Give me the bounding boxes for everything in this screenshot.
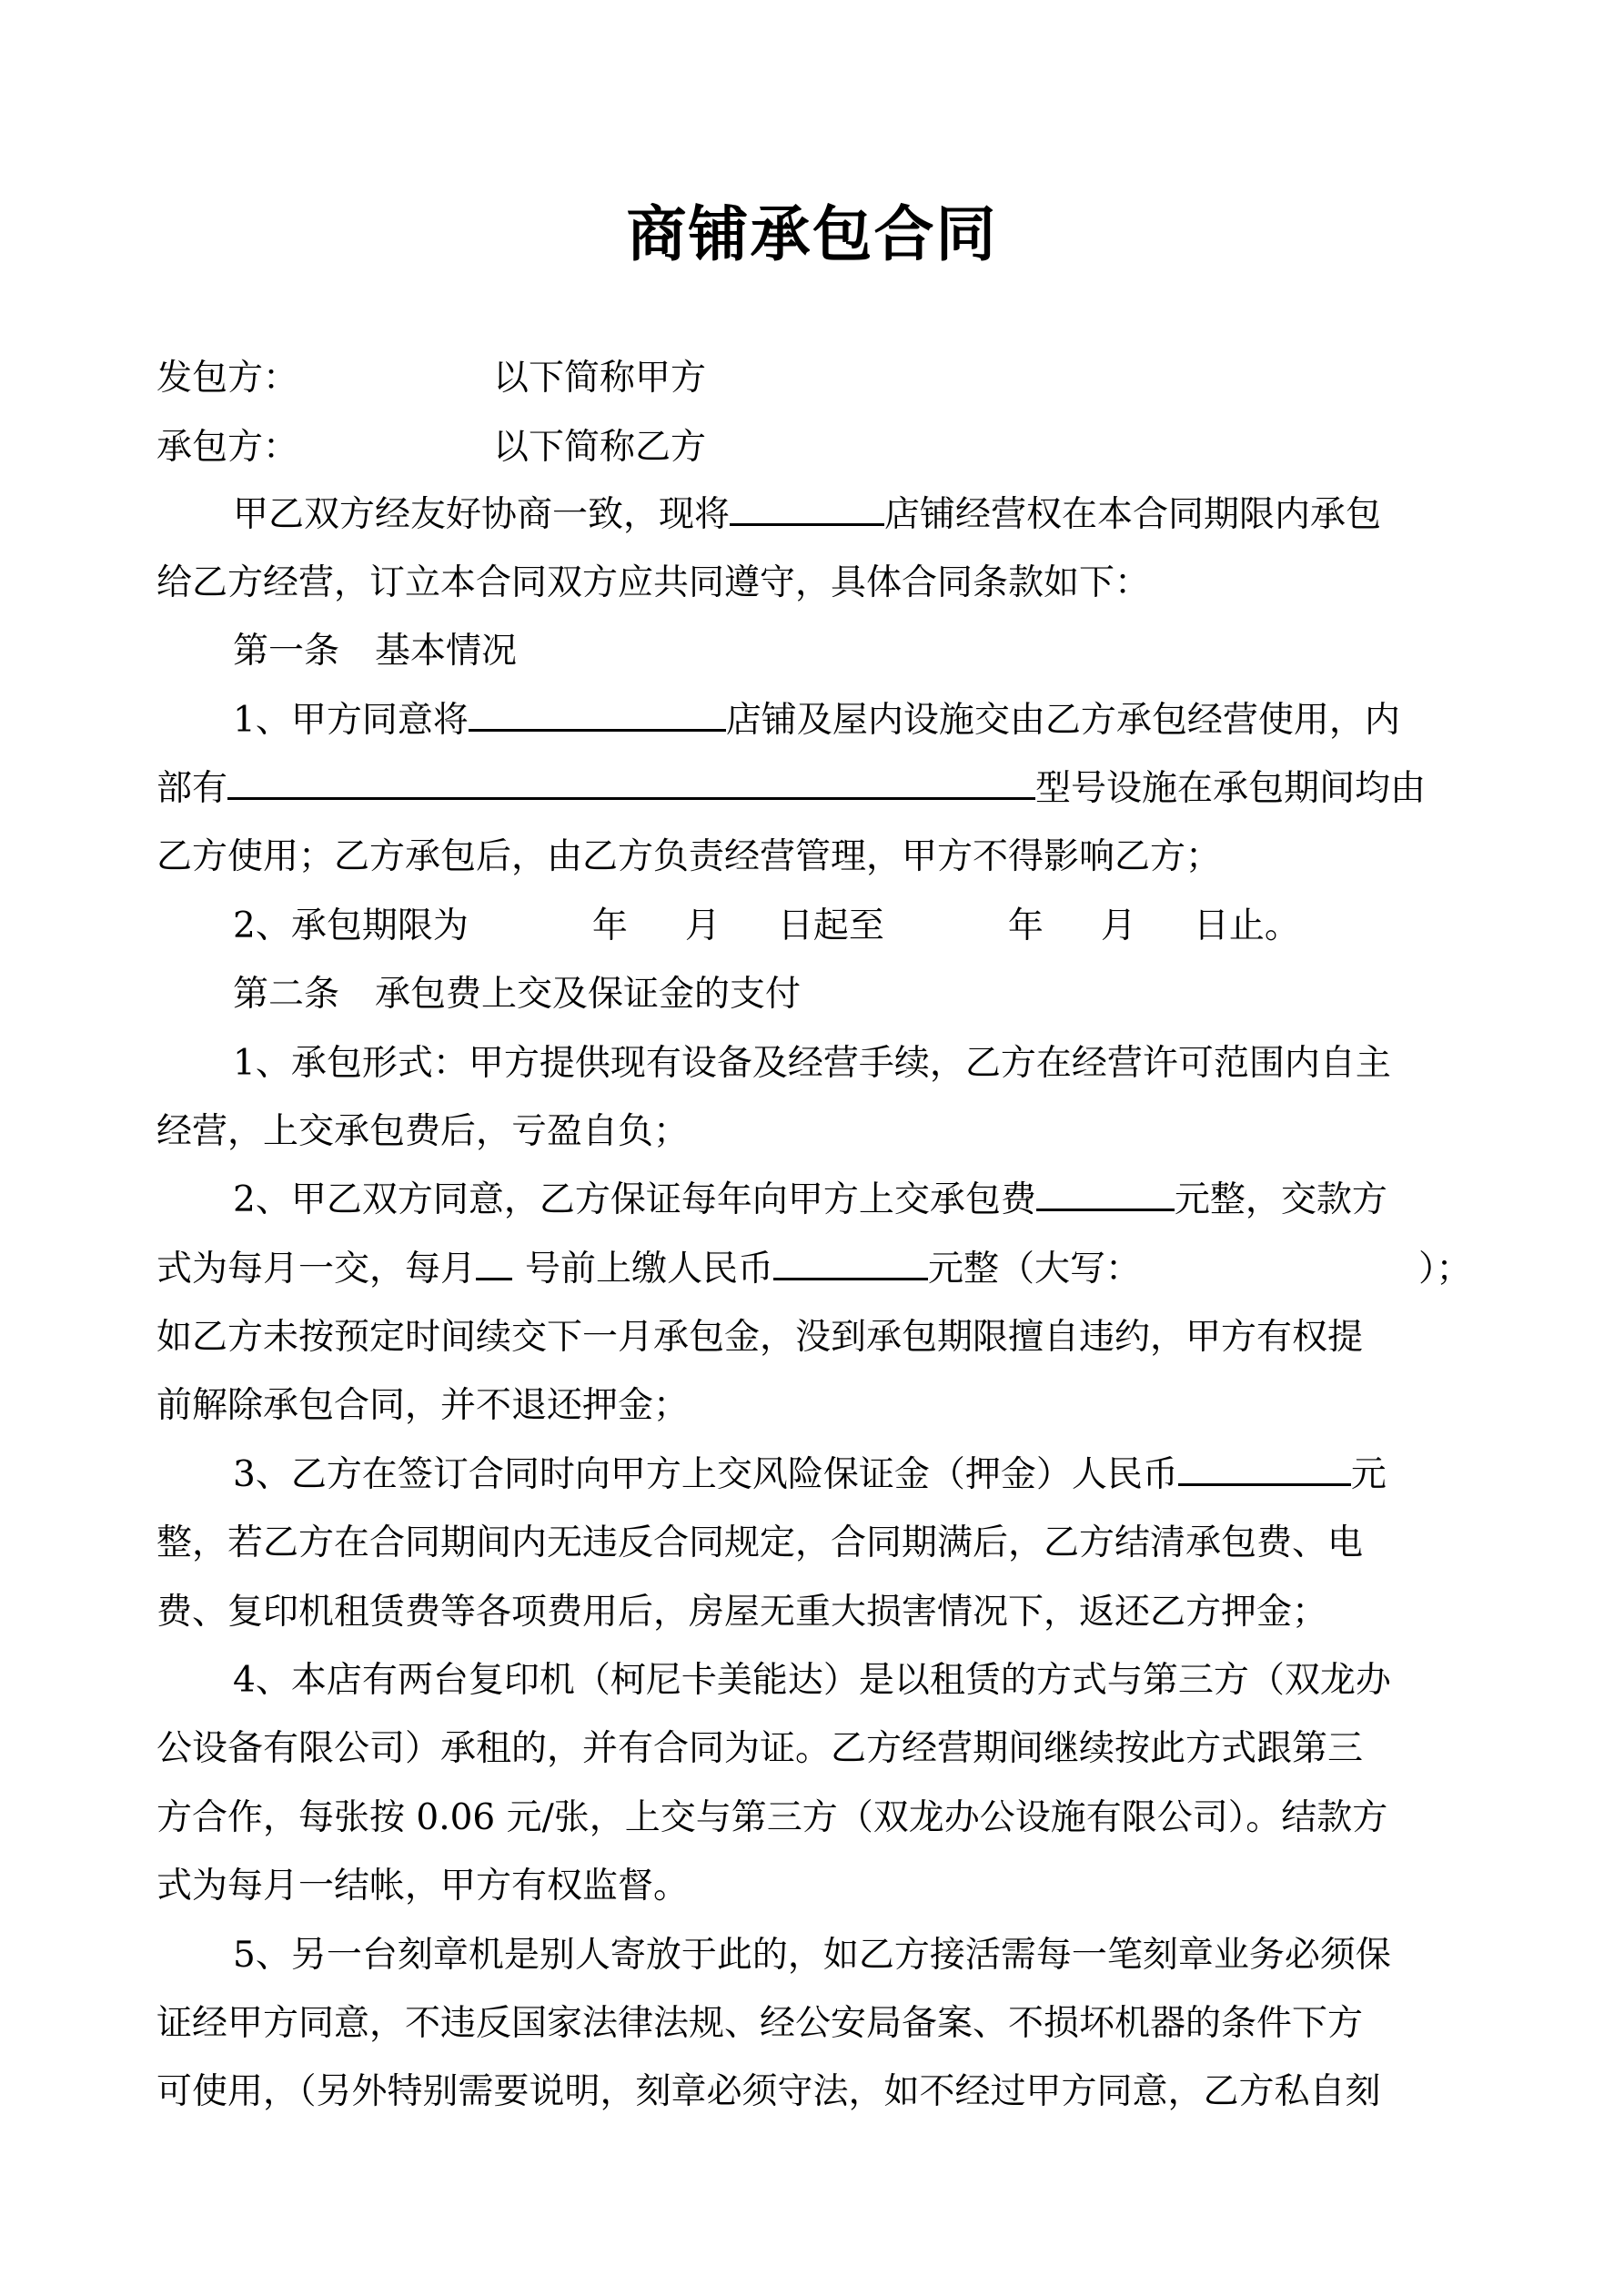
shop-name-blank — [730, 491, 884, 526]
clause-text: 部有 — [156, 768, 228, 809]
clause-text: 号前上缴人民币 — [525, 1249, 774, 1290]
article2-clause3-line1 — [233, 1448, 1552, 1502]
intro-line-1 — [233, 488, 1552, 542]
start-month-label: 月 — [684, 905, 721, 946]
article2-clause4-line1: 4、本店有两台复印机（柯尼卡美能达）是以租赁的方式与第三方（双龙办 — [233, 1660, 1391, 1701]
day-blank — [476, 1245, 512, 1280]
intro-text-b: 店铺经营权在本合同期限内承包 — [884, 494, 1382, 535]
intro-text-a: 甲乙双方经友好协商一致，现将 — [233, 494, 731, 535]
party-b-note: 以下简称乙方 — [493, 427, 707, 468]
article2-clause2-line4: 前解除承包合同，并不退还押金； — [156, 1385, 690, 1426]
article1-clause1-line2 — [156, 762, 1476, 816]
clause-text: 元整（大写： — [928, 1249, 1142, 1290]
article1-clause2 — [233, 899, 1552, 954]
start-day-label: 日起至 — [777, 905, 884, 946]
clause-text: ）； — [1418, 1249, 1472, 1290]
clause-text: 3、乙方在签订合同时向甲方上交风险保证金（押金）人民币 — [233, 1454, 1178, 1495]
end-year-label: 年 — [1007, 905, 1044, 946]
article1-clause1-line3: 乙方使用；乙方承包后，由乙方负责经营管理，甲方不得影响乙方； — [156, 836, 1222, 877]
equipment-blank — [227, 764, 1035, 800]
shop-blank — [469, 696, 726, 732]
clause-text: 型号设施在承包期间均由 — [1035, 768, 1427, 809]
clause-text: 1、甲方同意将 — [233, 700, 469, 741]
article2-clause5-line3: 可使用，（另外特别需要说明，刻章必须守法，如不经过甲方同意，乙方私自刻 — [156, 2071, 1381, 2112]
intro-line-2: 给乙方经营，订立本合同双方应共同遵守，具体合同条款如下： — [156, 562, 1151, 603]
article2-clause5-line2: 证经甲方同意，不违反国家法律法规、经公安局备案、不损坏机器的条件下方 — [156, 2003, 1364, 2044]
party-a-line — [156, 351, 1476, 406]
article2-clause2-line1 — [233, 1173, 1552, 1228]
start-year-label: 年 — [591, 905, 628, 946]
document-title: 商铺承包合同 — [626, 198, 998, 269]
deposit-blank — [1178, 1451, 1351, 1486]
term-label: 2、承包期限为 — [233, 905, 469, 946]
article2-heading: 第二条 承包费上交及保证金的支付 — [233, 974, 802, 1015]
article2-clause2-line3: 如乙方未按预定时间续交下一月承包金，没到承包期限擅自违约，甲方有权提 — [156, 1317, 1364, 1358]
article2-clause3-line3: 费、复印机租赁费等各项费用后，房屋无重大损害情况下，返还乙方押金； — [156, 1592, 1328, 1633]
clause-text: 式为每月一交，每月 — [156, 1249, 477, 1290]
end-month-label: 月 — [1100, 905, 1136, 946]
article2-clause1-line2: 经营，上交承包费后，亏盈自负； — [156, 1111, 690, 1152]
clause-text: 店铺及屋内设施交由乙方承包经营使用，内 — [725, 700, 1400, 741]
annual-fee-blank — [1036, 1176, 1175, 1211]
clause-text: 元整，交款方 — [1174, 1179, 1387, 1220]
party-b-line — [156, 420, 1476, 475]
article2-clause4-line2: 公设备有限公司）承租的，并有合同为证。乙方经营期间继续按此方式跟第三 — [156, 1728, 1364, 1769]
article2-clause1-line1: 1、承包形式：甲方提供现有设备及经营手续，乙方在经营许可范围内自主 — [233, 1043, 1391, 1084]
article2-clause4-line3: 方合作，每张按 0.06 元/张，上交与第三方（双龙办公设施有限公司）。结款方 — [156, 1797, 1388, 1838]
clause-text: 元 — [1350, 1454, 1387, 1495]
article1-heading: 第一条 基本情况 — [233, 631, 518, 672]
party-a-note: 以下简称甲方 — [493, 358, 707, 399]
monthly-fee-blank — [773, 1245, 928, 1280]
article2-clause5-line1: 5、另一台刻章机是别人寄放于此的，如乙方接活需每一笔刻章业务必须保 — [233, 1935, 1391, 1976]
end-day-label: 日止。 — [1193, 905, 1300, 946]
party-a-label: 发包方： — [156, 358, 299, 399]
article1-clause1-line1 — [233, 693, 1552, 748]
article2-clause4-line4: 式为每月一结帐，甲方有权监督。 — [156, 1866, 690, 1907]
clause-text: 2、甲乙双方同意，乙方保证每年向甲方上交承包费 — [233, 1179, 1036, 1220]
article2-clause3-line2: 整，若乙方在合同期间内无违反合同规定，合同期满后，乙方结清承包费、电 — [156, 1522, 1364, 1563]
party-b-label: 承包方： — [156, 427, 299, 468]
article2-clause2-line2 — [156, 1242, 1476, 1297]
